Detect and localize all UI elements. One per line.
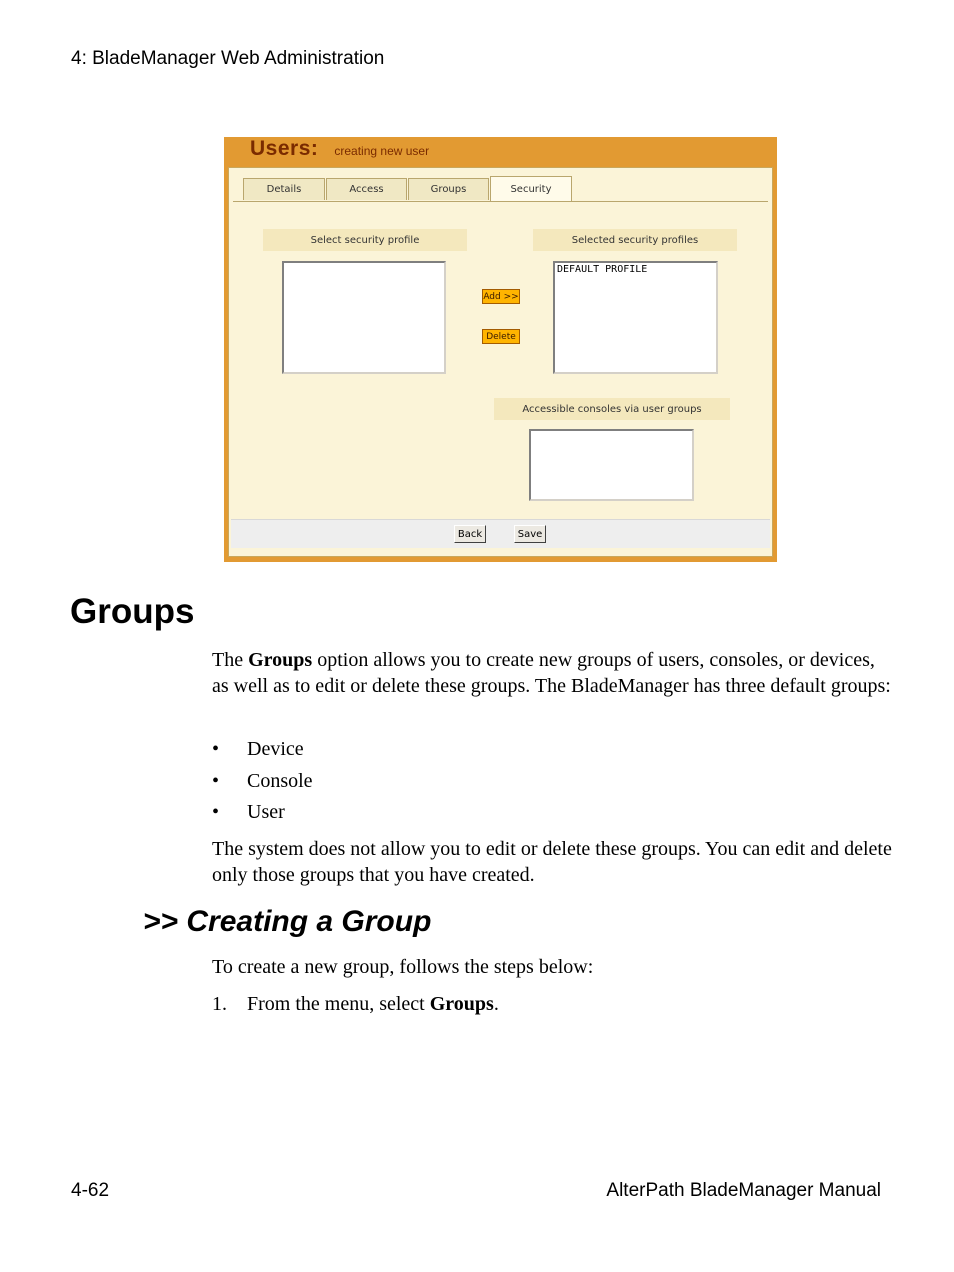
step-text	[247, 991, 499, 1017]
bullet-icon: •	[212, 801, 220, 823]
note-paragraph: The system does not allow you to edit or delete these groups. You can edit and delete only those groups that you have created.	[212, 838, 892, 886]
list-item	[212, 799, 313, 831]
section-heading: Groups	[70, 592, 195, 631]
users-screenshot	[224, 137, 777, 562]
users-title: Users:	[250, 137, 319, 160]
add-button[interactable]: Add >>	[482, 289, 520, 304]
delete-button[interactable]: Delete	[482, 329, 520, 344]
list-item	[212, 768, 313, 800]
step-text-end: .	[493, 993, 499, 1015]
consoles-label: Accessible consoles via user groups	[494, 398, 730, 420]
procedure-intro: To create a new group, follows the steps below:	[212, 956, 594, 978]
intro-text-start: The	[212, 649, 249, 671]
bullet-text: Device	[247, 738, 304, 760]
step-number: 1.	[212, 993, 227, 1015]
select-profile-label: Select security profile	[263, 229, 467, 251]
step-bold-term: Groups	[429, 993, 494, 1015]
tab-access[interactable]: Access	[326, 178, 407, 200]
page-number: 4-62	[71, 1180, 110, 1201]
intro-paragraph	[212, 647, 892, 699]
screenshot-title	[250, 137, 429, 165]
procedure-heading: >> Creating a Group	[143, 905, 432, 938]
bullet-icon: •	[212, 738, 220, 760]
intro-text-end: option allows you to create new groups of users, consoles, or devices, as well as to edit or delete these groups. The BladeManager has three default groups:	[212, 649, 891, 697]
save-button[interactable]: Save	[514, 525, 546, 543]
consoles-list[interactable]	[529, 429, 694, 501]
bullet-text: Console	[247, 769, 313, 792]
running-head: 4: BladeManager Web Administration	[71, 48, 385, 69]
tab-details[interactable]: Details	[243, 178, 325, 200]
list-item[interactable]: DEFAULT PROFILE	[557, 264, 648, 275]
screenshot-panel	[228, 167, 773, 557]
step-1	[212, 991, 499, 1017]
tab-groups[interactable]: Groups	[408, 178, 489, 200]
tab-divider	[233, 201, 768, 202]
bullet-text: User	[247, 801, 285, 823]
back-button[interactable]: Back	[454, 525, 486, 543]
default-groups-list	[212, 736, 313, 831]
available-profiles-list[interactable]	[282, 261, 446, 374]
users-subtitle: creating new user	[334, 144, 430, 158]
manual-title: AlterPath BladeManager Manual	[606, 1180, 881, 1201]
tab-security[interactable]: Security	[490, 176, 572, 201]
list-item	[212, 736, 313, 768]
selected-profiles-list[interactable]	[553, 261, 718, 374]
button-bar	[231, 519, 770, 548]
step-text-start: From the menu, select	[247, 993, 430, 1015]
tab-bar	[243, 176, 573, 200]
selected-profiles-label: Selected security profiles	[533, 229, 737, 251]
bullet-icon: •	[212, 769, 220, 792]
intro-bold-term: Groups	[248, 649, 313, 671]
